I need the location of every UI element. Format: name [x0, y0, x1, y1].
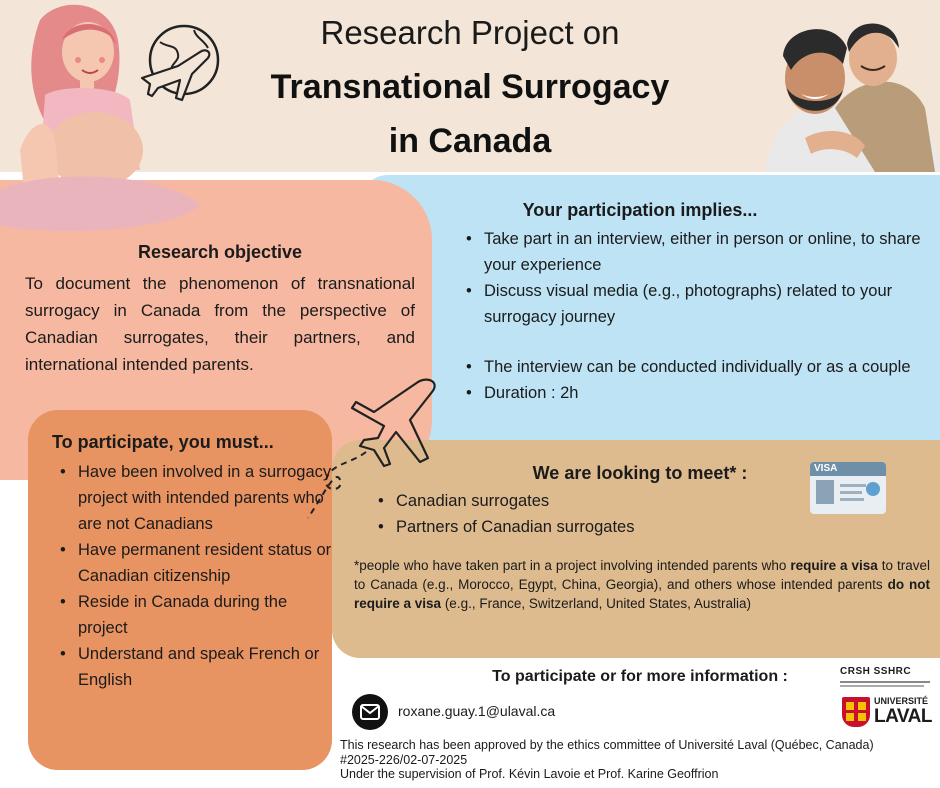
globe-plane-icon	[138, 18, 220, 106]
requirements-title: To participate, you must...	[52, 432, 274, 452]
list-item: • Discuss visual media (e.g., photographs) related to your surrogacy journey	[484, 278, 940, 330]
mail-icon	[352, 694, 388, 730]
laval-logo-text: LAVAL	[874, 706, 933, 727]
list-item: • The interview can be conducted individually or as a couple	[484, 354, 940, 380]
participation-list-2	[462, 354, 940, 406]
list-item: • Duration : 2h	[484, 380, 940, 406]
objective-text: To document the phenomenon of transnational surrogacy in Canada from the perspective of Canadian surrogates, their partners, and international intended parents.	[25, 274, 415, 374]
list-item: • Have been involved in a surrogacy project with intended parents who are not Canadians	[78, 459, 333, 537]
title-line-3: in Canada	[388, 122, 552, 160]
visa-label: VISA	[810, 462, 886, 476]
ethics-line-3: Under the supervision of Prof. Kévin Lavoie et Prof. Karine Geoffrion	[340, 767, 719, 781]
list-item: • Partners of Canadian surrogates	[396, 514, 776, 540]
couple-illustration	[765, 8, 940, 172]
crsh-sshrc-logo: CRSH SSHRC	[840, 666, 912, 677]
laval-small-text: UNIVERSITÉ	[874, 696, 929, 706]
title-line-2: Transnational Surrogacy	[270, 68, 670, 106]
meet-title: We are looking to meet* :	[532, 463, 748, 483]
requirements-list	[56, 459, 333, 693]
ethics-line-2: #2025-226/02-07-2025	[340, 752, 468, 767]
crsh-sshrc-subtext	[840, 680, 932, 688]
meet-note: *people who have taken part in a project involving intended parents who require a visa to travel to Canada (e.g., Morocco, Egypt, China, Georgia), and others whose intended parents do not require a visa (e.g., France, Switzerland, United States, Australia)	[354, 558, 930, 611]
laval-shield-icon	[842, 697, 870, 727]
objective-title: Research objective	[137, 242, 303, 262]
participation-title: Your participation implies...	[522, 200, 758, 220]
contact-email[interactable]: roxane.guay.1@ulaval.ca	[398, 703, 556, 719]
list-item: • Reside in Canada during the project	[78, 589, 333, 641]
ethics-line-1: This research has been approved by the ethics committee of Université Laval (Québec, Canada)	[340, 738, 874, 752]
contact-title: To participate or for more information :	[492, 668, 788, 685]
list-item: • Have permanent resident status or Canadian citizenship	[78, 537, 333, 589]
ethics-note	[340, 738, 900, 782]
meet-list	[374, 488, 776, 540]
list-item: • Take part in an interview, either in person or online, to share your experience	[484, 226, 940, 278]
list-item: • Canadian surrogates	[396, 488, 776, 514]
participation-list	[462, 226, 940, 330]
list-item: • Understand and speak French or English	[78, 641, 333, 693]
visa-card-icon	[810, 462, 886, 514]
title-line-1: Research Project on	[320, 14, 620, 51]
